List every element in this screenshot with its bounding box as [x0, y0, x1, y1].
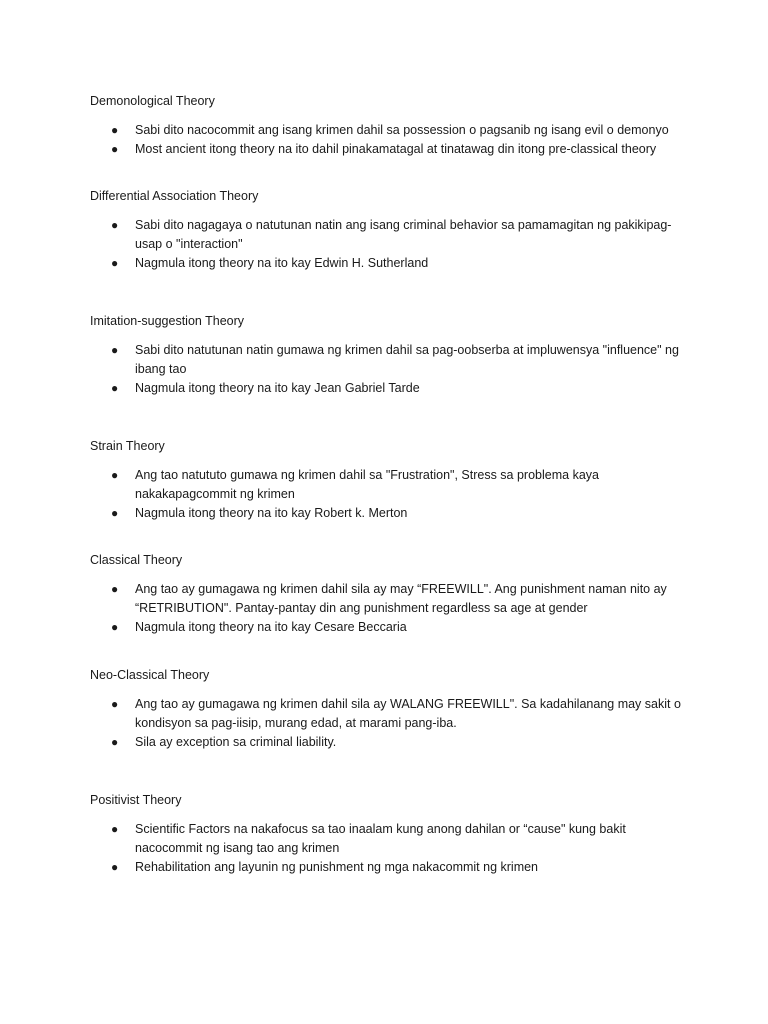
bullet-text: Rehabilitation ang layunin ng punishment ng mga nakacommit ng krimen — [135, 860, 539, 874]
section-strain — [90, 437, 690, 523]
bullet-icon: ● — [111, 343, 119, 357]
bullet-item — [90, 858, 685, 877]
bullet-item — [90, 618, 685, 637]
bullet-text: Sabi dito natutunan natin gumawa ng krimen dahil sa pag-oobserba at impluwensya "influence" ng ibang tao — [135, 343, 679, 376]
bullet-item — [90, 733, 685, 752]
bullet-icon: ● — [111, 468, 119, 482]
bullet-item — [90, 504, 685, 523]
bullet-item — [90, 254, 685, 273]
section-heading: Differential Association Theory — [90, 189, 259, 203]
section-imitation-suggestion — [90, 312, 690, 398]
bullet-text: Nagmula itong theory na ito kay Robert k. Merton — [135, 506, 408, 520]
bullet-icon: ● — [111, 142, 119, 156]
bullet-text: Nagmula itong theory na ito kay Edwin H. Sutherland — [135, 256, 429, 270]
bullet-text: Ang tao ay gumagawa ng krimen dahil sila ay WALANG FREEWILL". Sa kadahilanang may sakit o kondisyon sa pag-iisip, murang edad, at marami pang-iba. — [135, 697, 681, 730]
bullet-list — [90, 466, 690, 523]
bullet-icon: ● — [111, 123, 119, 137]
bullet-item — [90, 695, 685, 733]
section-neo-classical — [90, 666, 690, 752]
bullet-text: Nagmula itong theory na ito kay Cesare Beccaria — [135, 620, 407, 634]
bullet-icon: ● — [111, 735, 119, 749]
section-heading: Positivist Theory — [90, 793, 182, 807]
bullet-text: Sabi dito nacocommit ang isang krimen dahil sa possession o pagsanib ng isang evil o demonyo — [135, 123, 669, 137]
bullet-list — [90, 121, 690, 159]
bullet-icon: ● — [111, 860, 119, 874]
bullet-icon: ● — [111, 381, 119, 395]
bullet-list — [90, 216, 690, 273]
bullet-item — [90, 121, 685, 140]
bullet-list — [90, 580, 690, 637]
bullet-text: Scientific Factors na nakafocus sa tao inaalam kung anong dahilan or “cause" kung bakit nacocommit ng isang tao ang krimen — [135, 822, 626, 855]
bullet-text: Nagmula itong theory na ito kay Jean Gabriel Tarde — [135, 381, 420, 395]
section-classical — [90, 551, 690, 637]
section-heading: Imitation-suggestion Theory — [90, 314, 245, 328]
section-heading: Demonological Theory — [90, 94, 215, 108]
bullet-text: Ang tao ay gumagawa ng krimen dahil sila ay may “FREEWILL". Ang punishment naman nito ay “RETRIBUTION". Pantay-pantay din ang punishment regardless sa age at gender — [135, 582, 667, 615]
bullet-item — [90, 820, 685, 858]
section-heading: Classical Theory — [90, 553, 183, 567]
bullet-item — [90, 580, 685, 618]
bullet-text: Most ancient itong theory na ito dahil pinakamatagal at tinatawag din itong pre-classical theory — [135, 142, 657, 156]
section-demonological — [90, 92, 690, 159]
bullet-icon: ● — [111, 218, 119, 232]
bullet-text: Sila ay exception sa criminal liability. — [135, 735, 337, 749]
bullet-item — [90, 379, 685, 398]
bullet-text: Sabi dito nagagaya o natutunan natin ang isang criminal behavior sa pamamagitan ng pakikipag-usap o "interaction" — [135, 218, 672, 251]
bullet-icon: ● — [111, 697, 119, 711]
bullet-list — [90, 820, 690, 877]
bullet-icon: ● — [111, 620, 119, 634]
bullet-item — [90, 216, 685, 254]
bullet-item — [90, 140, 685, 159]
bullet-item — [90, 341, 685, 379]
bullet-text: Ang tao natututo gumawa ng krimen dahil sa "Frustration", Stress sa problema kaya nakakapagcommit ng krimen — [135, 468, 599, 501]
bullet-item — [90, 466, 685, 504]
bullet-list — [90, 695, 690, 752]
bullet-list — [90, 341, 690, 398]
bullet-icon: ● — [111, 582, 119, 596]
bullet-icon: ● — [111, 256, 119, 270]
bullet-icon: ● — [111, 506, 119, 520]
section-differential-association — [90, 187, 690, 273]
bullet-icon: ● — [111, 822, 119, 836]
section-heading: Neo-Classical Theory — [90, 668, 210, 682]
section-heading: Strain Theory — [90, 439, 165, 453]
section-positivist — [90, 791, 690, 877]
